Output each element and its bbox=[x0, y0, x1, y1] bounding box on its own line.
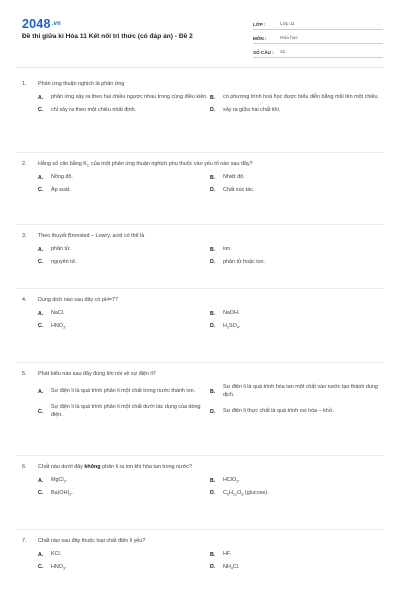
option-letter: B. bbox=[210, 477, 216, 484]
option-text: chỉ xảy ra theo một chiều nhất định. bbox=[51, 106, 137, 113]
option-text: phân tử. bbox=[51, 246, 72, 252]
option-text: nguyên tử. bbox=[51, 258, 77, 265]
option-letter: B. bbox=[210, 246, 216, 253]
answer-option[interactable] bbox=[210, 564, 382, 572]
options bbox=[38, 174, 384, 194]
header-divider bbox=[16, 67, 384, 68]
answer-option[interactable] bbox=[38, 384, 210, 399]
option-text: Sự điện li là quá trình phân li một chất trong nước thành ion. bbox=[51, 387, 196, 394]
option-letter: C. bbox=[38, 259, 44, 266]
option-text: Nồng độ. bbox=[51, 174, 73, 180]
option-text: Áp suất. bbox=[51, 186, 71, 193]
answer-option[interactable] bbox=[210, 551, 382, 559]
answer-option[interactable] bbox=[210, 477, 382, 485]
meta-subject: MÔN : Hóa học bbox=[253, 30, 383, 44]
answer-option[interactable] bbox=[38, 551, 210, 559]
answer-option[interactable] bbox=[38, 94, 210, 102]
answer-option[interactable] bbox=[210, 490, 382, 498]
option-letter: C. bbox=[38, 564, 44, 571]
site-logo[interactable]: $2048^{.vn}$ bbox=[22, 17, 61, 31]
option-text: $NH_4Cl$. bbox=[223, 563, 240, 570]
meta-question-count: SỐ CÂU : 31 bbox=[253, 44, 383, 58]
question-6 bbox=[22, 463, 384, 502]
answer-option[interactable] bbox=[38, 490, 210, 498]
option-letter: D. bbox=[210, 107, 216, 114]
option-letter: A. bbox=[38, 477, 44, 484]
exam-meta bbox=[253, 16, 383, 58]
question-text: Phản ứng thuận nghịch là phản ứng bbox=[38, 81, 125, 87]
answer-option[interactable] bbox=[38, 404, 210, 419]
option-text: Chất xúc tác. bbox=[223, 186, 255, 193]
option-letter: D. bbox=[210, 187, 216, 194]
answer-option[interactable] bbox=[38, 107, 210, 115]
option-text: phản ứng xảy ra theo hai chiều ngược nhau trong cùng điều kiện. bbox=[51, 94, 208, 100]
question-number: 3. bbox=[22, 233, 27, 239]
option-text: HClO$_3$. bbox=[223, 477, 240, 484]
answer-option[interactable] bbox=[38, 477, 210, 485]
option-letter: B. bbox=[210, 388, 216, 395]
option-letter: A. bbox=[38, 246, 44, 253]
option-letter: D. bbox=[210, 323, 216, 330]
option-letter: C. bbox=[38, 490, 44, 497]
answer-option[interactable] bbox=[38, 187, 210, 195]
option-text: $HNO_3$. bbox=[51, 322, 67, 329]
option-text: có phương trình hoá học được biểu diễn bằng mũi tên một chiều. bbox=[223, 94, 380, 100]
question-4 bbox=[22, 296, 384, 335]
question-text: Theo thuyết Bronsted – Lowry, acid có thể là bbox=[38, 233, 145, 239]
option-letter: D. bbox=[210, 490, 216, 497]
answer-option[interactable] bbox=[38, 246, 210, 254]
option-text: $C_6H_{12}O_6$ (glucose). bbox=[223, 489, 269, 496]
question-separator bbox=[16, 362, 384, 363]
page-title: Đề thi giữa kì Hóa 11 Kết nối tri thức (có đáp án) - Đề 2 bbox=[22, 33, 193, 40]
question-text: Phát biểu nào sau đây đúng khi nói về sự điện li? bbox=[38, 371, 156, 377]
option-letter: B. bbox=[210, 310, 216, 317]
option-letter: D. bbox=[210, 259, 216, 266]
option-text: KCl. bbox=[51, 551, 62, 557]
question-text: Dung dịch nào sau đây có pH=7? bbox=[38, 297, 118, 303]
question-5 bbox=[22, 370, 384, 424]
question-separator bbox=[16, 529, 384, 530]
option-text: xảy ra giữa hai chất khí. bbox=[223, 106, 281, 113]
option-letter: B. bbox=[210, 174, 216, 181]
answer-option[interactable] bbox=[210, 94, 382, 102]
option-text: Nhiệt độ. bbox=[223, 174, 245, 180]
answer-option[interactable] bbox=[210, 310, 382, 318]
question-separator bbox=[16, 455, 384, 456]
options bbox=[38, 477, 384, 497]
option-text: ion. bbox=[223, 246, 232, 252]
option-letter: D. bbox=[210, 408, 216, 415]
option-letter: B. bbox=[210, 94, 216, 101]
answer-option[interactable] bbox=[210, 404, 382, 419]
option-letter: D. bbox=[210, 564, 216, 571]
question-separator bbox=[16, 152, 384, 153]
answer-option[interactable] bbox=[38, 323, 210, 331]
answer-option[interactable] bbox=[210, 187, 382, 195]
option-text: $Ba(OH)_2$. bbox=[51, 489, 73, 496]
option-letter: A. bbox=[38, 310, 44, 317]
option-text: NaCl. bbox=[51, 310, 65, 316]
options bbox=[38, 384, 384, 419]
question-number: 6. bbox=[22, 464, 27, 470]
option-text: MgCl$_2$. bbox=[51, 477, 68, 484]
option-text: Sự điện li là quá trình phân li một chất dưới tác dụng của dòng điện. bbox=[51, 404, 201, 418]
options bbox=[38, 246, 384, 266]
option-letter: C. bbox=[38, 187, 44, 194]
question-separator bbox=[16, 288, 384, 289]
question-text: Chất nào dưới đây không phân li ra ion khi hòa tan trong nước? bbox=[38, 464, 192, 470]
option-text: $H_2SO_4$. bbox=[223, 322, 241, 329]
option-letter: A. bbox=[38, 174, 44, 181]
question-number: 2. bbox=[22, 161, 27, 167]
answer-option[interactable] bbox=[210, 107, 382, 115]
answer-option[interactable] bbox=[210, 323, 382, 331]
option-text: HF. bbox=[223, 551, 232, 557]
option-text: $HNO_3$. bbox=[51, 563, 67, 570]
question-text: Chất nào sau đây thuộc loại chất điện li yếu? bbox=[38, 538, 146, 544]
option-letter: A. bbox=[38, 388, 44, 395]
question-1 bbox=[22, 80, 384, 119]
question-number: 1. bbox=[22, 81, 27, 87]
options bbox=[38, 94, 384, 114]
option-letter: B. bbox=[210, 551, 216, 558]
option-text: NaOH. bbox=[223, 310, 240, 316]
answer-option[interactable] bbox=[38, 310, 210, 318]
answer-option[interactable] bbox=[38, 259, 210, 267]
option-text: Sự điện li thực chất là quá trình oxi hóa – khử. bbox=[223, 407, 334, 414]
options bbox=[38, 551, 384, 571]
question-number: 4. bbox=[22, 297, 27, 303]
answer-option[interactable] bbox=[38, 174, 210, 182]
question-number: 7. bbox=[22, 538, 27, 544]
option-letter: C. bbox=[38, 107, 44, 114]
answer-option[interactable] bbox=[38, 564, 210, 572]
answer-option[interactable] bbox=[210, 384, 382, 399]
option-letter: A. bbox=[38, 94, 44, 101]
question-3 bbox=[22, 232, 384, 271]
question-7 bbox=[22, 537, 384, 576]
answer-option[interactable] bbox=[210, 259, 382, 267]
options bbox=[38, 310, 384, 330]
option-text: Sự điện li là quá trình hòa tan một chất vào nước tạo thành dung dịch. bbox=[223, 384, 378, 398]
question-separator bbox=[16, 224, 384, 225]
question-2 bbox=[22, 160, 384, 199]
option-letter: C. bbox=[38, 323, 44, 330]
option-text: phân tử hoặc ion. bbox=[223, 258, 265, 265]
option-letter: C. bbox=[38, 408, 44, 415]
option-letter: A. bbox=[38, 551, 44, 558]
meta-class: LỚP : Lớp 11 bbox=[253, 16, 383, 30]
question-text: Hằng số cân bằng $K_C$ của một phản ứng thuận nghịch phụ thuộc vào yếu tố nào sau đây? bbox=[38, 161, 253, 168]
answer-option[interactable] bbox=[210, 174, 382, 182]
question-number: 5. bbox=[22, 371, 27, 377]
answer-option[interactable] bbox=[210, 246, 382, 254]
